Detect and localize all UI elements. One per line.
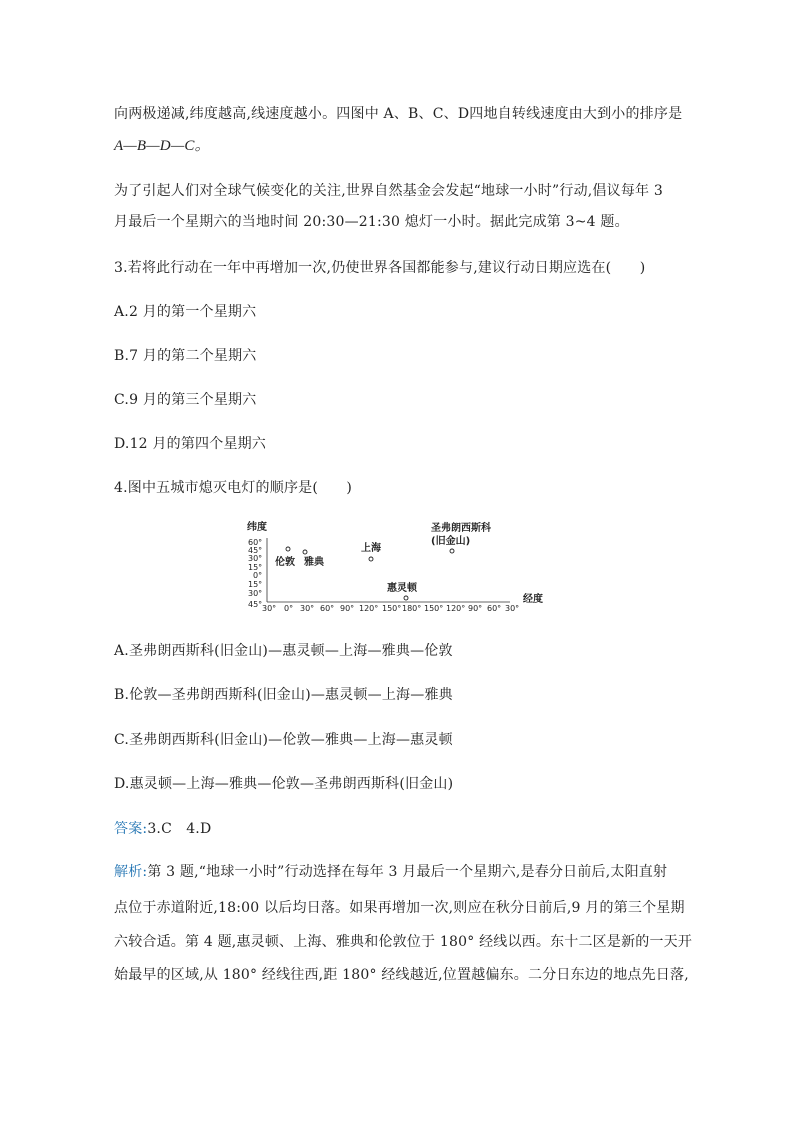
q3-option-c: C.9 月的第三个星期六 [114,392,257,408]
x-tick-label: 30° [505,604,520,613]
x-tick-label: 90° [340,604,355,613]
answer-line [114,818,211,838]
y-tick-label: 45° [248,546,263,555]
y-axis-title: 纬度 [247,522,267,533]
y-tick-label: 15° [248,563,263,572]
time-zone-figure [240,515,560,615]
x-tick-label: 90° [468,604,483,613]
q3-option-d: D.12 月的第四个星期六 [114,436,267,452]
city-label-shanghai: 上海 [361,543,381,554]
y-tick-label: 30° [248,589,263,598]
city-marker-wellington [404,596,408,600]
analysis-line-4: 始最早的区域,从 180° 经线往西,距 180° 经线越近,位置越偏东。二分日东边的地点先日落, [114,967,689,983]
x-tick-label: 60° [320,604,335,613]
x-tick-label: 150° [424,604,444,613]
x-tick-label: 120° [359,604,379,613]
passage-line-2: 月最后一个星期六的当地时间 20:30—21:30 熄灯一小时。据此完成第 3~4 题。 [114,214,629,230]
answer-label: 答案: [114,821,148,837]
x-tick-label: 120° [446,604,466,613]
city-label-san-francisco: 圣弗朗西斯科 [431,523,491,534]
x-tick-label: 30° [300,604,315,613]
x-tick-label: 0° [284,604,294,613]
x-tick-label: 180° [402,604,422,613]
analysis-line-1 [114,861,667,881]
city-marker-athens [303,550,307,554]
analysis-text-1: 第 3 题,“地球一小时”行动选择在每年 3 月最后一个星期六,是春分日前后,太阳直射 [147,864,668,880]
intro-line-1: 向两极递减,纬度越高,线速度越小。四图中 A、B、C、D四地自转线速度由大到小的排序是 [114,106,683,122]
q4-option-b: B.伦敦—圣弗朗西斯科(旧金山)—惠灵顿—上海—雅典 [114,687,453,703]
q4-option-d: D.惠灵顿—上海—雅典—伦敦—圣弗朗西斯科(旧金山) [114,776,454,792]
q4-option-c: C.圣弗朗西斯科(旧金山)—伦敦—雅典—上海—惠灵顿 [114,732,453,748]
passage-line-1: 为了引起人们对全球气候变化的关注,世界自然基金会发起“地球一小时”行动,倡议每年 3 [114,183,663,199]
q4-stem: 4.图中五城市熄灭电灯的顺序是( ) [114,480,353,496]
x-tick-label: 60° [487,604,502,613]
city-label-wellington: 惠灵顿 [387,583,417,594]
intro-line-2: A—B—D—C。 [114,138,210,154]
analysis-line-2: 点位于赤道附近,18:00 以后均日落。如果再增加一次,则应在秋分日前后,9 月的第三个星期 [114,900,685,916]
city-marker-shanghai [369,557,373,561]
city-marker-london [286,547,290,551]
answer-text: 3.C 4.D [147,821,212,837]
y-tick-label: 60° [248,538,263,547]
city-label-athens: 雅典 [304,557,324,568]
y-tick-label: 15° [248,580,263,589]
x-tick-label: 30° [262,604,277,613]
q3-stem: 3.若将此行动在一年中再增加一次,仍使世界各国都能参与,建议行动日期应选在( ) [114,260,646,276]
y-tick-label: 0° [253,571,263,580]
analysis-line-3: 六较合适。第 4 题,惠灵顿、上海、雅典和伦敦位于 180° 经线以西。东十二区是新的一天开 [114,934,693,950]
city-label-london: 伦敦 [275,557,295,568]
city-label-san-francisco-alt: (旧金山) [431,536,471,547]
y-tick-label: 45° [248,600,263,609]
x-tick-label: 150° [382,604,402,613]
q3-option-a: A.2 月的第一个星期六 [114,304,257,320]
q3-option-b: B.7 月的第二个星期六 [114,348,257,364]
city-marker-san-francisco [450,549,454,553]
x-axis-title: 经度 [523,594,543,605]
y-tick-label: 30° [248,554,263,563]
analysis-label: 解析: [114,864,148,880]
q4-option-a: A.圣弗朗西斯科(旧金山)—惠灵顿—上海—雅典—伦敦 [114,643,453,659]
